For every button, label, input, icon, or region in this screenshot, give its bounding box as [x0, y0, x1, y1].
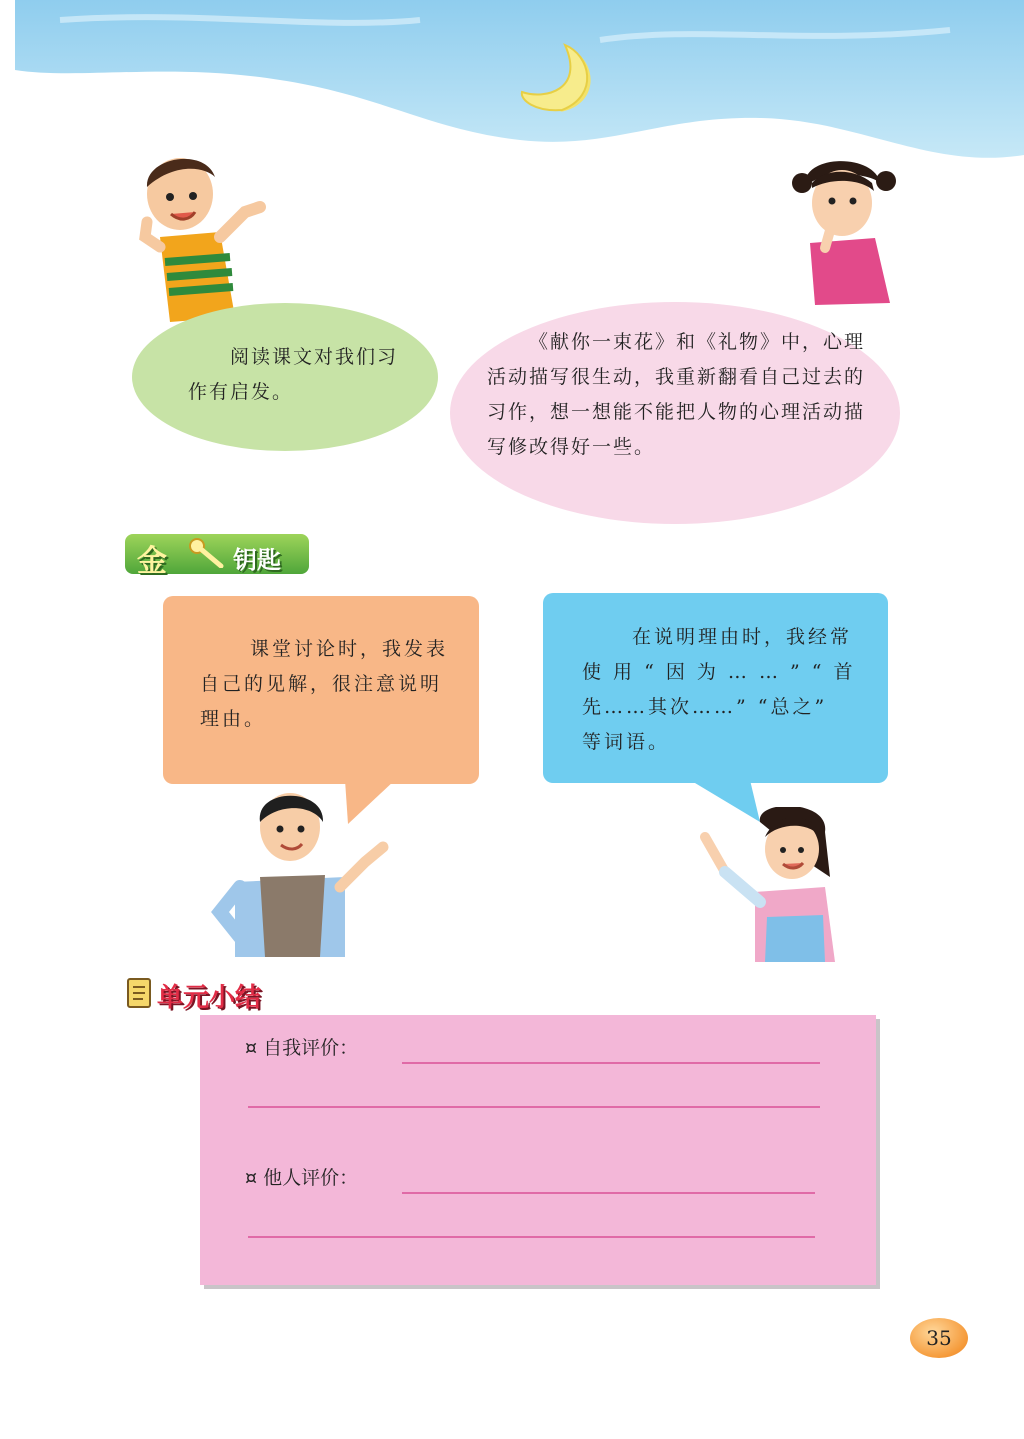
sky-header-decoration	[0, 0, 1024, 175]
unit-summary-badge	[125, 973, 285, 1011]
self-evaluation-label: ¤ 自我评价：	[245, 1037, 359, 1059]
self-evaluation-line-1[interactable]	[402, 1062, 820, 1064]
golden-key-title: 钥匙	[233, 546, 281, 574]
girl-talk-text	[582, 620, 872, 760]
golden-key-title-char: 金	[137, 544, 167, 579]
peer-evaluation-label: ¤ 他人评价：	[245, 1167, 359, 1189]
boy-speech-text: 阅读课文对我们习作有启发。	[188, 346, 399, 403]
unit-summary-title: 单元小结	[157, 983, 262, 1013]
girl-talk-line: 在说明理由时，我经常	[632, 626, 853, 648]
notebook-icon	[125, 977, 155, 1009]
peer-evaluation-line-2[interactable]	[248, 1236, 815, 1238]
key-icon	[187, 536, 225, 568]
peer-evaluation-line-1[interactable]	[402, 1192, 815, 1194]
girl-talk-line: 等词语。	[582, 731, 671, 753]
girl-talk-line: 先……其次……” “总之”	[582, 696, 828, 718]
boy-pointing-illustration	[205, 787, 390, 957]
golden-key-badge	[125, 534, 309, 579]
boy-talk-text: 课堂讨论时，我发表自己的见解，很注意说明理由。	[200, 638, 449, 730]
girl-speech-text: 《献你一束花》和《礼物》中，心理活动描写很生动，我重新翻看自己过去的习作，想一想能不能把人物的心理活动描写修改得好一些。	[487, 331, 866, 458]
girl-gesturing-illustration	[685, 807, 845, 962]
girl-character-illustration	[790, 153, 900, 308]
girl-talk-line: 使 用 “ 因 为 … … ” “ 首	[582, 661, 856, 683]
self-evaluation-line-2[interactable]	[248, 1106, 820, 1108]
boy-character-illustration	[135, 152, 270, 322]
page-number: 35	[910, 1318, 968, 1358]
